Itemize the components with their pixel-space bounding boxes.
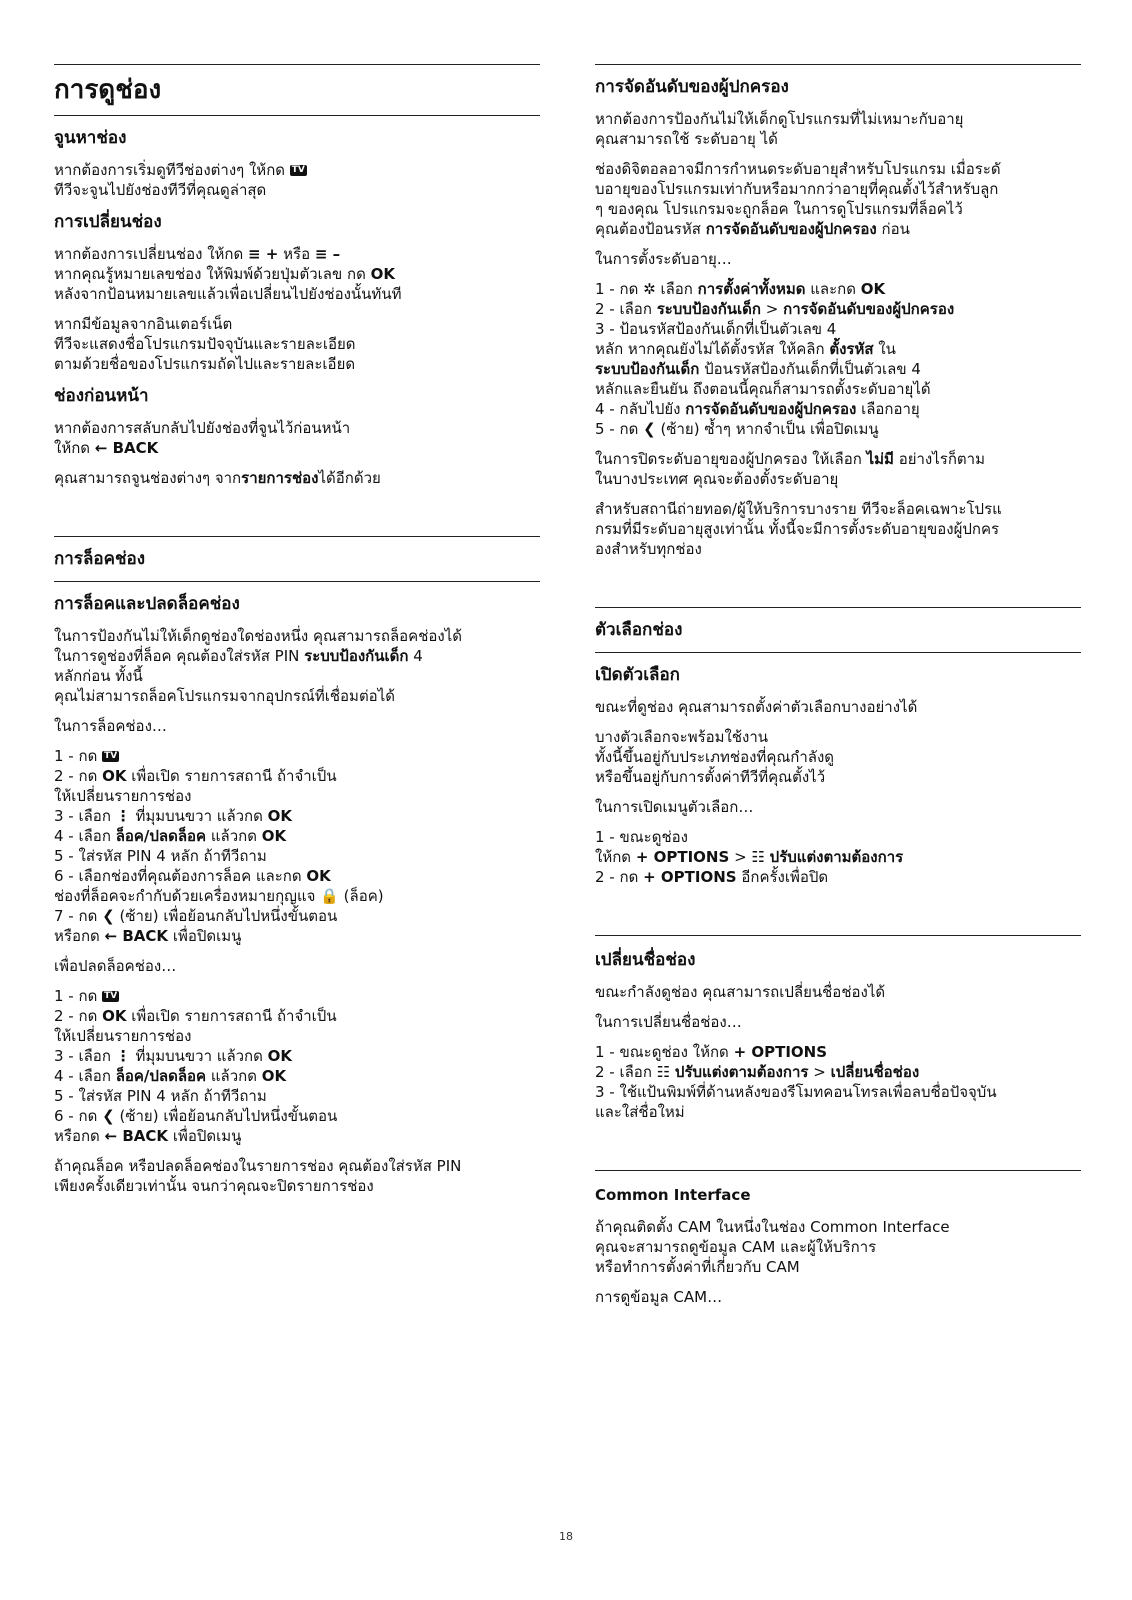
text: > [765,300,779,318]
text: 4 - เลือก [54,827,111,845]
set-code-term: ตั้งรหัส [829,340,874,358]
text: หากต้องการเริ่มดูทีวีช่องต่างๆ ให้กด [54,161,286,179]
text: องสำหรับทุกช่อง [595,540,702,558]
ok-key: OK [306,867,331,885]
text: (ซ้าย) เพื่อย้อนกลับไปหนึ่งขั้นตอน [119,1107,338,1125]
ok-key: OK [267,1047,293,1065]
lock-icon: 🔒 [320,887,339,905]
text: เพื่อเปิด รายการสถานี ถ้าจำเป็น [131,767,337,785]
text: ในการป้องกันไม่ให้เด็กดูช่องใดช่องหนึ่ง คุณสามารถล็อคช่องได้ [54,627,463,645]
text: หรือทำการตั้งค่าที่เกี่ยวกับ CAM [595,1258,800,1276]
customize-term: ปรับแต่งตามต้องการ [674,1063,809,1081]
lock-intro: ในการล็อคช่อง… [54,717,167,735]
text: และกด [810,280,857,298]
divider [54,581,540,582]
ci-intro: การดูข้อมูล CAM… [595,1288,723,1306]
chevron-left-icon: ❮ [102,1107,115,1125]
divider [54,115,540,116]
text: ป้อนรหัสป้องกันเด็กที่เป็นตัวเลข 4 [704,360,921,378]
text: (ล็อค) [343,887,384,905]
text: 2 - กด [595,868,639,886]
text: 1 - ขณะดูช่อง [595,828,688,846]
text: ทีวีจะจูนไปยังช่องทีวีที่คุณดูล่าสุด [54,181,267,199]
parental-rating-term: การจัดอันดับของผู้ปกครอง [783,300,955,318]
text: ในบางประเทศ คุณจะต้องตั้งระดับอายุ [595,470,839,488]
options-steps [595,827,1081,887]
text: หากต้องการสลับกลับไปยังช่องที่จูนไว้ก่อนหน้า [54,419,351,437]
text: คุณไม่สามารถล็อคโปรแกรมจากอุปกรณ์ที่เชื่อมต่อได้ [54,687,395,705]
text: 4 - กลับไปยัง [595,400,681,418]
ok-key: OK [370,265,395,283]
text: เลือก [660,280,693,298]
parental-steps [595,279,1081,439]
divider [595,607,1081,608]
divider [595,652,1081,653]
previous-paragraph [54,418,540,458]
child-lock-term: ระบบป้องกันเด็ก [656,300,761,318]
text: ทั้งนี้ขึ้นอยู่กับประเภทช่องที่คุณกำลังดู [595,748,835,766]
child-lock-term: ระบบป้องกันเด็ก [595,360,700,378]
options-paragraph-2 [595,727,1081,787]
child-lock-term: ระบบป้องกันเด็ก [304,647,409,665]
text: หลักก่อน ทั้งนี้ [54,667,143,685]
tune-icon: ☷ [751,848,765,866]
text: > [734,848,747,866]
text: เลือกอายุ [861,400,920,418]
text: 2 - เลือก [595,1063,652,1081]
text: 5 - ใส่รหัส PIN 4 หลัก ถ้าทีวีถาม [54,1087,267,1105]
text: ในการดูช่องที่ล็อค คุณต้องใส่รหัส PIN [54,647,300,665]
lock-unlock-term: ล็อค/ปลดล็อค [115,827,207,845]
chevron-left-icon: ❮ [643,420,656,438]
text: ให้เปลี่ยนรายการช่อง [54,1027,192,1045]
rename-paragraph: ขณะกำลังดูช่อง คุณสามารถเปลี่ยนชื่อช่องได้ [595,983,886,1001]
unlock-intro: เพื่อปลดล็อคช่อง… [54,957,177,975]
text: อีกครั้งเพื่อปิด [741,868,829,886]
parental-rating-term: การจัดอันดับของผู้ปกครอง [685,400,857,418]
page-number: 18 [559,1530,573,1543]
text: บางตัวเลือกจะพร้อมใช้งาน [595,728,769,746]
customize-term: ปรับแต่งตามต้องการ [769,848,904,866]
text: ที่มุมบนขวา แล้วกด [135,807,263,825]
text: ให้กด [595,848,632,866]
text: คุณสามารถจูนช่องต่างๆ จาก [54,469,242,487]
all-settings-term: การตั้งค่าทั้งหมด [697,280,806,298]
text: 2 - เลือก [595,300,652,318]
text: 5 - ใส่รหัส PIN 4 หลัก ถ้าทีวีถาม [54,847,267,865]
text: หลักและยืนยัน ถึงตอนนี้คุณก็สามารถตั้งระดับอายุได้ [595,380,931,398]
text: (ซ้าย) ซ้ำๆ หากจำเป็น เพื่อปิดเมนู [660,420,879,438]
text: 3 - ป้อนรหัสป้องกันเด็กที่เป็นตัวเลข 4 [595,320,837,338]
lock-end-paragraph [54,1156,540,1196]
back-key: ← BACK [104,927,169,945]
ok-key: OK [102,1007,127,1025]
ci-heading: Common Interface [595,1186,751,1204]
text: หากต้องการป้องกันไม่ให้เด็กดูโปรแกรมที่ไม่เหมาะกับอายุ [595,110,964,128]
text: 1 - ขณะดูช่อง ให้กด [595,1043,729,1061]
text: แล้วกด [210,827,257,845]
divider [595,64,1081,65]
text: สำหรับสถานีถ่ายทอด/ผู้ให้บริการบางราย ทีวีจะล็อคเฉพาะโปรแ [595,500,1002,518]
ci-paragraph [595,1217,1081,1277]
text: ช่องที่ล็อคจะกำกับด้วยเครื่องหมายกุญแจ [54,887,316,905]
options-key: + OPTIONS [733,1043,828,1061]
text: บอายุของโปรแกรมเท่ากับหรือมากกว่าอายุที่คุณตั้งไว้สำหรับลูก [595,180,999,198]
parental-intro: ในการตั้งระดับอายุ… [595,250,732,268]
options-section-title: ตัวเลือกช่อง [595,620,683,640]
text: หรือขึ้นอยู่กับการตั้งค่าทีวีที่คุณตั้งไว้ [595,768,826,786]
text: 6 - เลือกช่องที่คุณต้องการล็อค และกด [54,867,302,885]
text: หรือ [283,245,311,263]
ok-key: OK [267,807,293,825]
text: 5 - กด [595,420,639,438]
gear-icon: ✲ [643,280,656,298]
text: ช่องดิจิตอลอาจมีการกำหนดระดับอายุสำหรับโปรแกรม เมื่อระดั [595,160,1001,178]
left-column [54,64,540,1206]
text: คุณจะสามารถดูข้อมูล CAM และผู้ให้บริการ [595,1238,877,1256]
unlock-steps [54,986,540,1146]
chevron-left-icon: ❮ [102,907,115,925]
text: 3 - เลือก [54,1047,111,1065]
text: เพื่อปิดเมนู [172,1127,242,1145]
lock-paragraph [54,626,540,706]
channel-down-icon: ≡ – [314,245,341,263]
tune-icon: ☷ [656,1063,671,1081]
channel-up-icon: ≡ + [248,245,279,263]
options-key: + OPTIONS [643,868,737,886]
text: ที่มุมบนขวา แล้วกด [135,1047,263,1065]
text: ให้เปลี่ยนรายการช่อง [54,787,192,805]
lock-unlock-term: ล็อค/ปลดล็อค [115,1067,207,1085]
lock-steps [54,746,540,946]
text: 2 - กด [54,1007,98,1025]
text: 6 - กด [54,1107,98,1125]
parental-paragraph-2 [595,159,1081,239]
ok-key: OK [261,1067,287,1085]
parental-paragraph-3 [595,449,1081,489]
text: เพื่อเปิด รายการสถานี ถ้าจำเป็น [131,1007,337,1025]
text: 4 [413,647,423,665]
tv-icon: TV [104,751,118,761]
options-paragraph: ขณะที่ดูช่อง คุณสามารถตั้งค่าตัวเลือกบางอย่างได้ [595,698,918,716]
text: เพื่อปิดเมนู [172,927,242,945]
text: หลังจากป้อนหมายเลขแล้วเพื่อเปลี่ยนไปยังช่องนั้นทันที [54,285,402,303]
tune-heading: จูนหาช่อง [54,128,127,148]
text: หรือกด [54,1127,100,1145]
page-title: การดูช่อง [54,75,162,105]
options-key: + OPTIONS [635,848,730,866]
text: แล้วกด [210,1067,257,1085]
text: หลัก หากคุณยังไม่ได้ตั้งรหัส ให้คลิก [595,340,825,358]
back-key: ← BACK [94,439,159,457]
text: 3 - ใช้แป้นพิมพ์ที่ด้านหลังของรีโมทคอนโทรลเพื่อลบชื่อปัจจุบัน [595,1083,997,1101]
tv-icon: TV [104,991,118,1001]
text: ได้อีกด้วย [318,469,381,487]
text: > [813,1063,826,1081]
text: 3 - เลือก [54,807,111,825]
text: ตามด้วยชื่อของโปรแกรมถัดไปและรายละเอียด [54,355,356,373]
lock-heading: การล็อคและปลดล็อคช่อง [54,594,240,614]
divider [595,935,1081,936]
text: ถ้าคุณติดตั้ง CAM ในหนึ่งในช่อง Common Interface [595,1218,950,1236]
parental-paragraph [595,109,1081,149]
rename-heading: เปลี่ยนชื่อช่อง [595,950,696,970]
ok-key: OK [860,280,886,298]
text: ทีวีจะแสดงชื่อโปรแกรมปัจจุบันและรายละเอียด [54,335,356,353]
text: 4 - เลือก [54,1067,111,1085]
more-icon: ⋮ [115,1047,131,1065]
ok-key: OK [102,767,127,785]
text: ใน [878,340,896,358]
text: ๆ ของคุณ โปรแกรมจะถูกล็อค ในการดูโปรแกรมที่ล็อคไว้ [595,200,963,218]
channel-list-term: รายการช่อง [241,469,319,487]
text: หากมีข้อมูลจากอินเตอร์เน็ต [54,315,233,333]
text: ก่อน [881,220,910,238]
parental-heading: การจัดอันดับของผู้ปกครอง [595,77,789,97]
switch-heading: การเปลี่ยนช่อง [54,212,162,232]
right-column [595,64,1081,1317]
divider [54,64,540,65]
text: อย่างไรก็ตาม [898,450,985,468]
parental-paragraph-4 [595,499,1081,559]
text: เพียงครั้งเดียวเท่านั้น จนกว่าคุณจะปิดรายการช่อง [54,1177,374,1195]
more-icon: ⋮ [115,807,131,825]
tv-icon: TV [291,165,305,175]
options-intro: ในการเปิดเมนูตัวเลือก… [595,798,754,816]
none-term: ไม่มี [866,450,894,468]
text: หากต้องการเปลี่ยนช่อง ให้กด [54,245,244,263]
text: (ซ้าย) เพื่อย้อนกลับไปหนึ่งขั้นตอน [119,907,338,925]
rename-intro: ในการเปลี่ยนชื่อช่อง… [595,1013,742,1031]
text: หากคุณรู้หมายเลขช่อง ให้พิมพ์ด้วยปุ่มตัวเลข กด [54,265,366,283]
previous-paragraph-2 [54,468,540,488]
options-heading: เปิดตัวเลือก [595,665,680,685]
ok-key: OK [261,827,287,845]
previous-heading: ช่องก่อนหน้า [54,386,149,406]
text: 2 - กด [54,767,98,785]
divider [595,1170,1081,1171]
text: หรือกด [54,927,100,945]
text: ให้กด [54,439,91,457]
text: 7 - กด [54,907,98,925]
text: 1 - กด [54,747,98,765]
text: กรมที่มีระดับอายุสูงเท่านั้น ทั้งนี้จะมีการตั้งระดับอายุของผู้ปกคร [595,520,1000,538]
lock-section-title: การล็อคช่อง [54,549,146,569]
text: และใส่ชื่อใหม่ [595,1103,685,1121]
rename-steps [595,1042,1081,1122]
rename-term: เปลี่ยนชื่อช่อง [830,1063,920,1081]
parental-rating-term: การจัดอันดับของผู้ปกครอง [705,220,877,238]
tune-paragraph [54,160,540,200]
back-key: ← BACK [104,1127,169,1145]
text: คุณสามารถใช้ ระดับอายุ ได้ [595,130,778,148]
text: 1 - กด [54,987,98,1005]
switch-paragraph-2 [54,314,540,374]
text: คุณต้องป้อนรหัส [595,220,701,238]
text: 1 - กด [595,280,639,298]
text: ถ้าคุณล็อค หรือปลดล็อคช่องในรายการช่อง คุณต้องใส่รหัส PIN [54,1157,462,1175]
switch-paragraph [54,244,540,304]
text: ในการปิดระดับอายุของผู้ปกครอง ให้เลือก [595,450,862,468]
divider [54,536,540,537]
